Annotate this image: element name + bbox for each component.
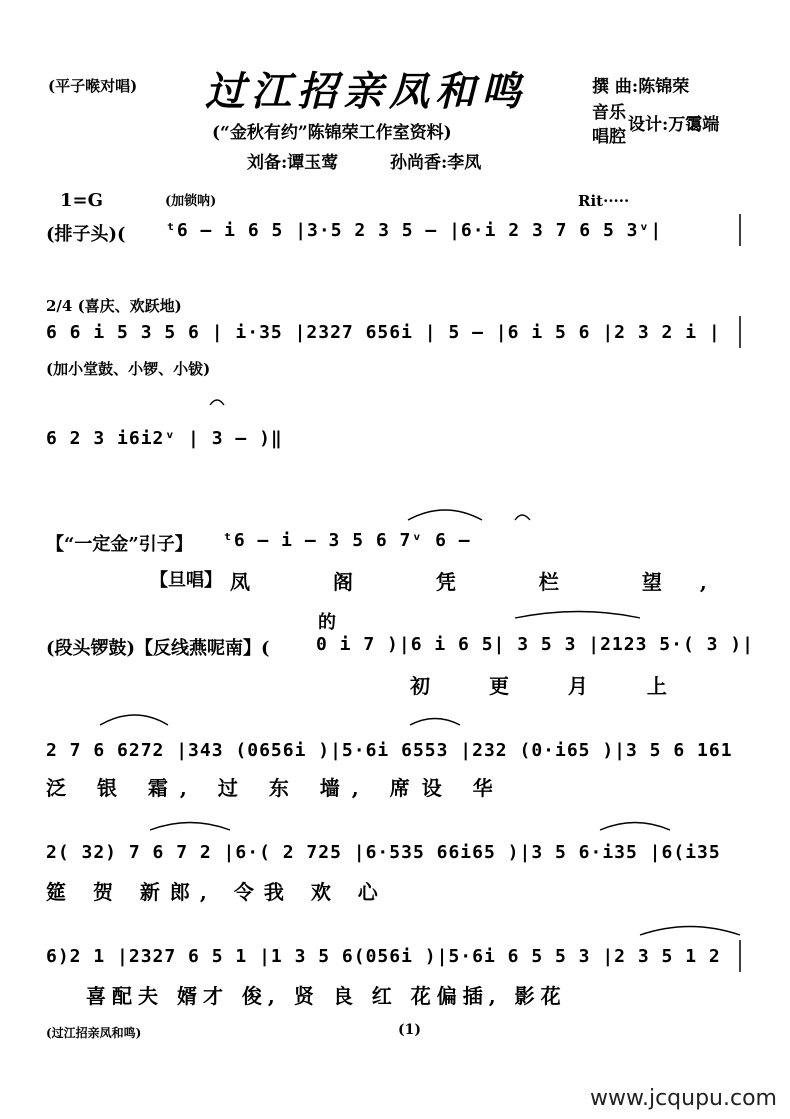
score-line-3: 6 2 3 i6i2ᵛ | 3 – )‖: [46, 428, 283, 449]
score-line-7: 6)2 1 |2327 6 5 1 |1 3 5 6(056i )|5·6i 6 5 5 3 |2 3 5 1 2: [46, 946, 721, 967]
slur-mark-3: [100, 715, 168, 725]
cast-liu-bei: 刘备:谭玉莺: [247, 153, 339, 173]
score-line-6: 2( 32) 7 6 7 2 |6·( 2 725 |6·535 66i65 )|3 5 6·i35 |6(i35: [46, 842, 721, 863]
fermata-arc: [515, 515, 530, 520]
meter-note: 2/4 (喜庆、欢跃地): [46, 297, 182, 315]
cast-sun-shangxiang: 孙尚香:李凤: [390, 153, 482, 173]
yinzi-label: 【“一定金”引子】: [46, 534, 193, 555]
slur-mark-6: [150, 823, 230, 831]
design-label-bottom: 唱腔: [592, 127, 626, 147]
score-line-4: 0 i 7 )|6 i 6 5| 3 5 3 |2123 5·( 3 )|: [316, 634, 754, 655]
score-line-5: 2 7 6 6272 |343 (0656i )|5·6i 6553 |232 (0·i65 )|3 5 6 161: [46, 740, 733, 761]
design-credit: 设计:万霭端: [628, 115, 720, 135]
dan-sing-label: 【旦唱】: [150, 570, 222, 591]
style-tag: (平子喉对唱): [48, 77, 138, 95]
footer-title: (过江招亲凤和鸣): [46, 1026, 142, 1040]
score-line-2: 6 6 i 5 3 5 6 | i·35 |2327 656i | 5 – |6 i 5 6 |2 3 2 i |: [46, 322, 721, 343]
key-signature: 1=G: [60, 190, 103, 211]
score-line-1: ᵗ6 – i 6 5 |3·5 2 3 5 – |6·i 2 3 7 6 5 3ᵛ|: [165, 220, 663, 241]
lyric-line-4: 筵 贺 新郎, 令我 欢 心: [46, 880, 388, 904]
percussion-note: (加小堂鼓、小锣、小钹): [46, 360, 211, 378]
slur-mark-5: [600, 823, 670, 831]
composer-credit: 撰 曲:陈锦荣: [592, 77, 690, 97]
section-label: (段头锣鼓)【反线燕呢南】(: [46, 638, 270, 659]
slur-mark-2: [515, 612, 640, 619]
lyric-line-2: 初 更 月 上: [410, 674, 693, 698]
slur-mark: [408, 510, 482, 520]
page-title: 过江招亲凤和鸣: [205, 68, 527, 115]
lyric-line-1: 凤 阁 凭 栏 望,: [230, 570, 745, 594]
watermark: www.jcqupu.com: [590, 1086, 777, 1111]
slur-mark-7: [640, 927, 740, 936]
lyric-line-3: 泛 银 霜, 过 东 墙, 席设 华: [46, 776, 505, 800]
page-number: (1): [398, 1022, 421, 1038]
fermata-arc-2: [210, 400, 224, 405]
lyric-line-5: 喜配夫 婿才 俊, 贤 良 红 花偏插, 影花: [86, 984, 567, 1008]
tune-label: (排子头)(: [46, 224, 126, 245]
ritardando-mark: Rit·····: [578, 192, 630, 210]
instrument-note: (加锁呐): [165, 194, 217, 209]
de-mark: 的: [318, 612, 336, 633]
slur-mark-4: [410, 719, 460, 726]
source-note: (“金秋有约”陈锦荣工作室资料): [212, 123, 452, 143]
design-label-top: 音乐: [592, 103, 626, 123]
yinzi-notes: ᵗ6 – i – 3 5 6 7ᵛ 6 –: [222, 530, 471, 551]
